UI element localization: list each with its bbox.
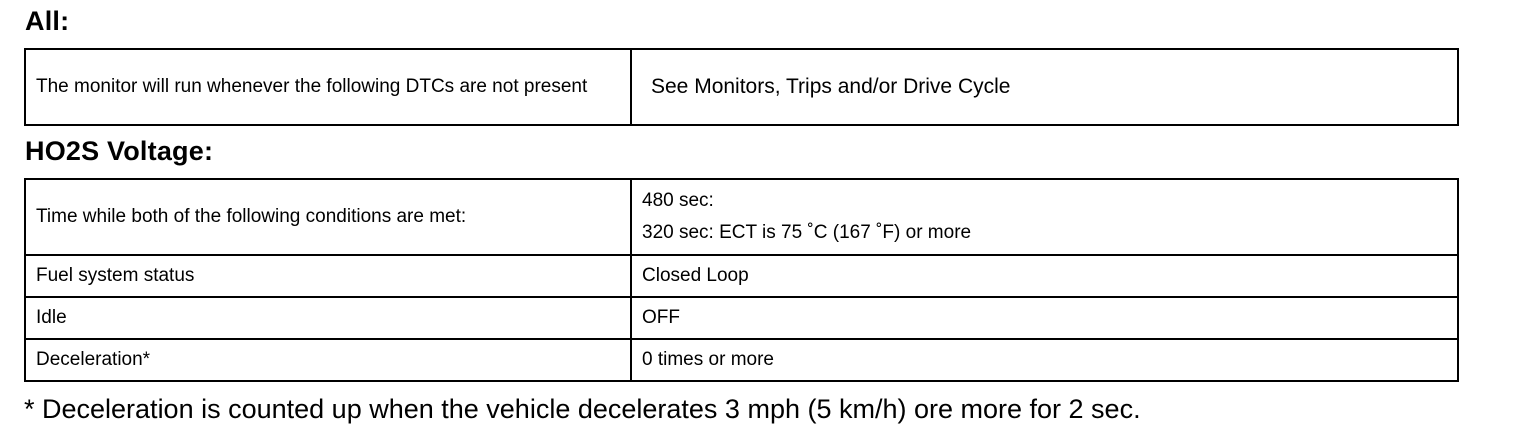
value-cell: See Monitors, Trips and/or Drive Cycle (631, 49, 1458, 125)
value-line: 480 sec: (642, 190, 714, 211)
section-heading-ho2s-voltage: HO2S Voltage: (25, 136, 214, 166)
value-line: 320 sec: ECT is 75 ˚C (167 ˚F) or more (642, 222, 972, 243)
table-row (25, 297, 1458, 339)
table-row (25, 49, 1458, 125)
all-conditions-table (24, 48, 1459, 126)
condition-cell: Fuel system status (25, 255, 631, 297)
condition-cell: Time while both of the following conditions are met: (25, 179, 631, 255)
ho2s-voltage-table (24, 178, 1459, 382)
condition-cell: Deceleration* (25, 339, 631, 381)
value-cell: OFF (631, 297, 1458, 339)
footnote: * Deceleration is counted up when the vehicle decelerates 3 mph (5 km/h) ore more for 2 sec. (24, 394, 1141, 424)
value-cell: 0 times or more (631, 339, 1458, 381)
condition-cell: Idle (25, 297, 631, 339)
table-row (25, 339, 1458, 381)
value-cell: Closed Loop (631, 255, 1458, 297)
section-heading-all: All: (25, 6, 70, 36)
value-cell (631, 179, 1458, 255)
condition-cell: The monitor will run whenever the following DTCs are not present (25, 49, 631, 125)
table-row (25, 255, 1458, 297)
table-row (25, 179, 1458, 255)
